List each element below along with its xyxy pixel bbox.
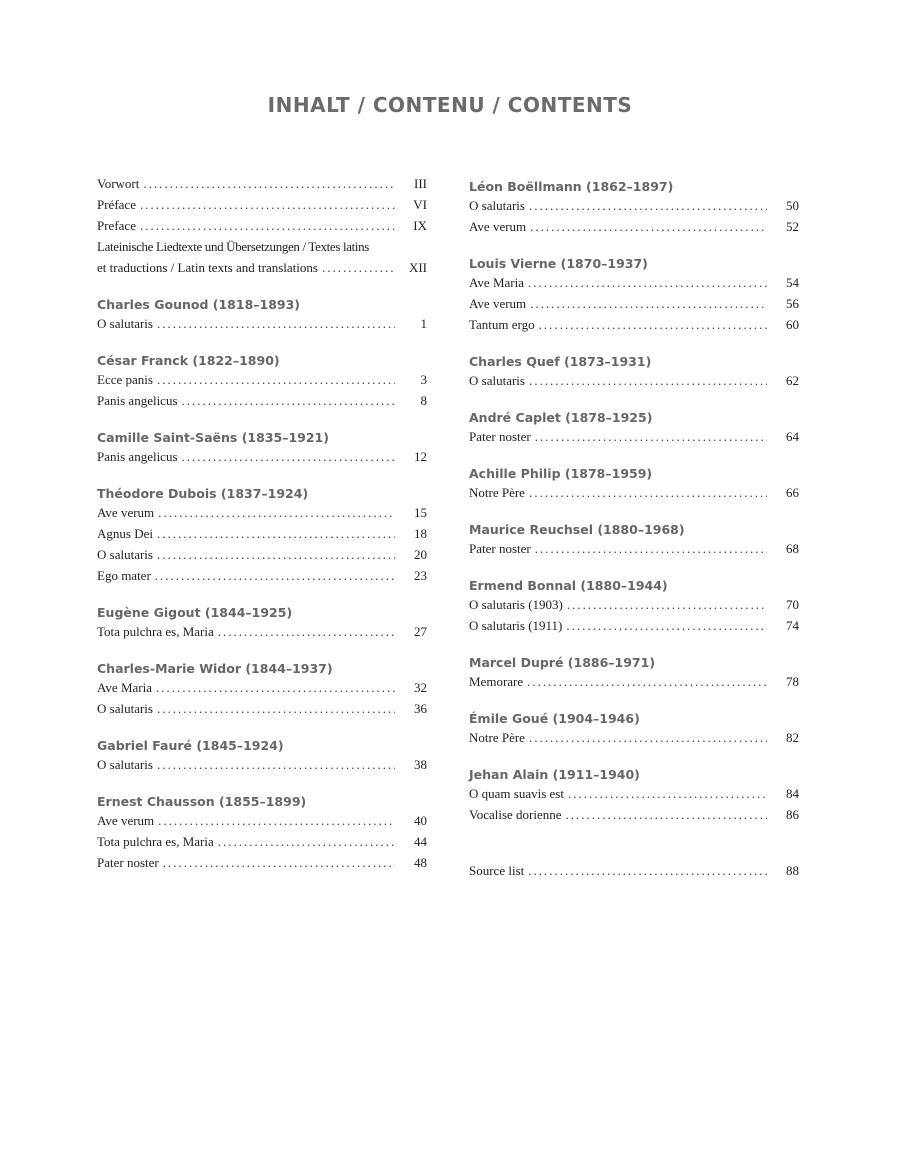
dot-leader — [143, 176, 395, 192]
page-title: INHALT / CONTENU / CONTENTS — [267, 93, 633, 117]
entry-title: Pater noster — [97, 855, 159, 870]
dot-leader — [218, 834, 395, 850]
entry-page: 20 — [414, 547, 427, 562]
entry-page: XII — [408, 260, 427, 275]
entry-title: Ave verum — [469, 296, 527, 311]
dot-leader — [529, 730, 767, 746]
dot-leader — [158, 505, 395, 521]
entry-page: VI — [413, 197, 427, 212]
entry-page: 60 — [786, 317, 799, 332]
entry-title: Tota pulchra es, Maria — [97, 834, 214, 849]
dot-leader — [156, 680, 395, 696]
entry-page: 18 — [414, 526, 427, 541]
composer-heading: Charles Quef (1873–1931) — [469, 354, 652, 369]
dot-leader — [157, 526, 395, 542]
toc-entry — [97, 449, 427, 470]
toc-entry — [469, 730, 799, 751]
entry-page: 3 — [420, 372, 427, 387]
composer-heading: André Caplet (1878–1925) — [469, 410, 653, 425]
entry-page: 27 — [414, 624, 427, 639]
toc-entry — [469, 786, 799, 807]
entry-title: Notre Père — [469, 730, 525, 745]
dot-leader — [566, 618, 767, 634]
toc-entry — [469, 429, 799, 450]
entry-title: Ecce panis — [97, 372, 153, 387]
entry-title: Ave verum — [469, 219, 527, 234]
toc-entry — [97, 316, 427, 337]
entry-page: 15 — [414, 505, 427, 520]
dot-leader — [158, 813, 395, 829]
dot-leader — [527, 674, 767, 690]
dot-leader — [529, 485, 767, 501]
toc-entry — [469, 373, 799, 394]
dot-leader — [568, 786, 767, 802]
entry-page: 52 — [786, 219, 799, 234]
composer-heading: Achille Philip (1878–1959) — [469, 466, 653, 481]
entry-title: Vocalise dorienne — [469, 807, 562, 822]
entry-title: Panis angelicus — [97, 393, 178, 408]
toc-entry — [469, 275, 799, 296]
entry-page: 64 — [786, 429, 799, 444]
entry-title: Notre Père — [469, 485, 525, 500]
toc-entry-latin-texts — [97, 239, 427, 281]
composer-heading: Émile Goué (1904–1946) — [469, 711, 640, 726]
entry-title: Pater noster — [469, 429, 531, 444]
toc-entry — [469, 485, 799, 506]
entry-title: Ave verum — [97, 505, 155, 520]
dot-leader — [530, 296, 767, 312]
dot-leader — [528, 863, 767, 879]
entry-title: Pater noster — [469, 541, 531, 556]
composer-heading: César Franck (1822–1890) — [97, 353, 280, 368]
entry-title: Panis angelicus — [97, 449, 178, 464]
composer-heading: Maurice Reuchsel (1880–1968) — [469, 522, 685, 537]
entry-page: 62 — [786, 373, 799, 388]
entry-title: O salutaris — [97, 316, 153, 331]
toc-entry — [469, 674, 799, 695]
entry-title: O salutaris — [469, 198, 525, 213]
entry-title-line1: Lateinische Liedtexte und Übersetzungen / Textes latins — [97, 239, 370, 254]
entry-page: 74 — [786, 618, 799, 633]
entry-title: Ave Maria — [469, 275, 524, 290]
dot-leader — [535, 541, 767, 557]
entry-page: 8 — [420, 393, 427, 408]
entry-title: O salutaris — [469, 373, 525, 388]
entry-page: 1 — [420, 316, 427, 331]
entry-page: 88 — [786, 863, 799, 878]
entry-title: O salutaris — [97, 547, 153, 562]
dot-leader — [530, 219, 767, 235]
dot-leader — [157, 316, 395, 332]
composer-heading: Louis Vierne (1870–1937) — [469, 256, 648, 271]
toc-entry — [97, 624, 427, 645]
entry-title-line2: et traductions / Latin texts and translations — [97, 260, 318, 275]
toc-entry — [469, 541, 799, 562]
entry-page: 66 — [786, 485, 799, 500]
entry-page: 86 — [786, 807, 799, 822]
toc-entry — [97, 855, 427, 876]
toc-entry — [469, 219, 799, 240]
entry-page: 38 — [414, 757, 427, 772]
composer-heading: Camille Saint-Saëns (1835–1921) — [97, 430, 329, 445]
dot-leader — [182, 393, 395, 409]
entry-title: O salutaris (1903) — [469, 597, 563, 612]
toc-entry — [97, 197, 427, 218]
dot-leader — [218, 624, 395, 640]
dot-leader — [567, 597, 767, 613]
toc-entry — [97, 505, 427, 526]
entry-title: Source list — [469, 863, 525, 878]
toc-entry — [97, 757, 427, 778]
entry-title: O quam suavis est — [469, 786, 564, 801]
toc-entry — [97, 834, 427, 855]
toc-entry — [97, 701, 427, 722]
dot-leader — [529, 198, 767, 214]
entry-title: Preface — [97, 218, 136, 233]
toc-entry — [97, 218, 427, 239]
toc-entry — [97, 393, 427, 414]
toc-right-column — [469, 176, 799, 884]
dot-leader — [182, 449, 395, 465]
entry-page: 84 — [786, 786, 799, 801]
entry-title: Ego mater — [97, 568, 151, 583]
entry-page: 44 — [414, 834, 427, 849]
dot-leader — [157, 757, 395, 773]
entry-page: 50 — [786, 198, 799, 213]
dot-leader — [566, 807, 767, 823]
toc-entry — [97, 680, 427, 701]
composer-heading: Ermend Bonnal (1880–1944) — [469, 578, 668, 593]
dot-leader — [322, 260, 395, 276]
dot-leader — [539, 317, 767, 333]
dot-leader — [140, 197, 395, 213]
dot-leader — [529, 373, 767, 389]
entry-page: 70 — [786, 597, 799, 612]
entry-title: Ave Maria — [97, 680, 152, 695]
dot-leader — [535, 429, 767, 445]
dot-leader — [163, 855, 395, 871]
toc-entry — [469, 597, 799, 618]
composer-heading: Théodore Dubois (1837–1924) — [97, 486, 309, 501]
entry-page: 48 — [414, 855, 427, 870]
entry-title: O salutaris — [97, 757, 153, 772]
toc-entry — [97, 568, 427, 589]
entry-page: 12 — [414, 449, 427, 464]
entry-title: Memorare — [469, 674, 524, 689]
composer-heading: Charles Gounod (1818–1893) — [97, 297, 301, 312]
toc-left-column — [97, 176, 427, 876]
entry-page: 82 — [786, 730, 799, 745]
toc-entry — [469, 618, 799, 639]
entry-title: Tota pulchra es, Maria — [97, 624, 214, 639]
entry-title: Préface — [97, 197, 136, 212]
toc-entry — [97, 372, 427, 393]
entry-page: 78 — [786, 674, 799, 689]
entry-title: O salutaris (1911) — [469, 618, 563, 633]
toc-entry — [97, 526, 427, 547]
entry-title: Ave verum — [97, 813, 155, 828]
composer-heading: Jehan Alain (1911–1940) — [469, 767, 640, 782]
entry-page: IX — [413, 218, 427, 233]
toc-entry — [97, 547, 427, 568]
toc-entry — [469, 296, 799, 317]
entry-page: 56 — [786, 296, 799, 311]
entry-page: 68 — [786, 541, 799, 556]
toc-entry — [469, 807, 799, 828]
toc-entry — [97, 813, 427, 834]
composer-heading: Eugène Gigout (1844–1925) — [97, 605, 293, 620]
dot-leader — [157, 372, 395, 388]
entry-page: 32 — [414, 680, 427, 695]
toc-entry — [97, 176, 427, 197]
composer-heading: Marcel Dupré (1886–1971) — [469, 655, 656, 670]
composer-heading: Ernest Chausson (1855–1899) — [97, 794, 307, 809]
entry-title: O salutaris — [97, 701, 153, 716]
dot-leader — [155, 568, 395, 584]
toc-entry-source-list — [469, 863, 799, 884]
entry-title: Vorwort — [97, 176, 140, 191]
entry-title: Agnus Dei — [97, 526, 153, 541]
entry-page: 40 — [414, 813, 427, 828]
dot-leader — [528, 275, 767, 291]
dot-leader — [157, 701, 395, 717]
composer-heading: Léon Boëllmann (1862–1897) — [469, 179, 674, 194]
entry-page: 36 — [414, 701, 427, 716]
dot-leader — [140, 218, 395, 234]
entry-title: Tantum ergo — [469, 317, 535, 332]
dot-leader — [157, 547, 395, 563]
toc-entry — [469, 317, 799, 338]
toc-entry — [469, 198, 799, 219]
entry-page: III — [414, 176, 427, 191]
entry-page: 23 — [414, 568, 427, 583]
composer-heading: Gabriel Fauré (1845–1924) — [97, 738, 284, 753]
entry-page: 54 — [786, 275, 799, 290]
composer-heading: Charles-Marie Widor (1844–1937) — [97, 661, 333, 676]
